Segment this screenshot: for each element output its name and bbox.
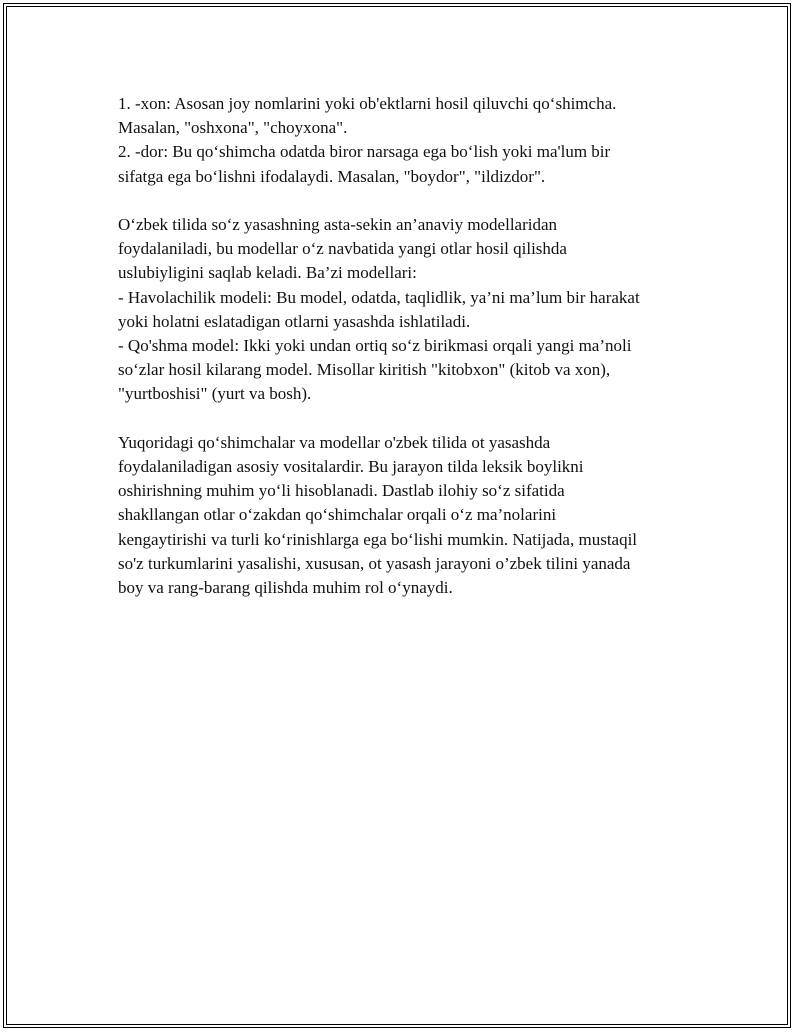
paragraph-spacer xyxy=(118,407,688,431)
text-line: shakllangan otlar o‘zakdan qo‘shimchalar orqali o‘z ma’nolarini xyxy=(118,505,557,525)
text-line: foydalaniladigan asosiy vositalardir. Bu jarayon tilda leksik boylikni xyxy=(118,457,584,477)
text-line: so'z turkumlarini yasalishi, xususan, ot yasash jarayoni o’zbek tilini yanada xyxy=(118,553,631,573)
text-line: - Havolachilik modeli: Bu model, odatda, taqlidlik, ya’ni ma’lum bir harakat xyxy=(118,287,640,307)
text-line: boy va rang-barang qilishda muhim rol o‘ynaydi. xyxy=(118,578,453,598)
paragraph-suffixes xyxy=(118,92,688,189)
text-line: foydalaniladi, bu modellar o‘z navbatida yangi otlar hosil qilishda xyxy=(118,239,567,259)
text-line: Masalan, "oshxona", "choyxona". xyxy=(118,118,348,138)
text-line: "yurtboshisi" (yurt va bosh). xyxy=(118,384,312,404)
text-line: sifatga ega bo‘lishni ifodalaydi. Masalan, "boydor", "ildizdor". xyxy=(118,166,546,186)
text-line: so‘zlar hosil kilarang model. Misollar kiritish "kitobxon" (kitob va xon), xyxy=(118,360,611,380)
text-line: O‘zbek tilida so‘z yasashning asta-sekin an’anaviy modellaridan xyxy=(118,215,558,234)
text-line: 2. -dor: Bu qo‘shimcha odatda biror narsaga ega bo‘lish yoki ma'lum bir xyxy=(118,142,611,162)
paragraph-models xyxy=(118,213,688,407)
text-line: 1. -xon: Asosan joy nomlarini yoki ob'ektlarni hosil qiluvchi qo‘shimcha. xyxy=(118,94,617,113)
text-line: uslubiyligini saqlab keladi. Ba’zi modellari: xyxy=(118,263,417,283)
text-line: oshirishning muhim yo‘li hisoblanadi. Dastlab ilohiy so‘z sifatida xyxy=(118,481,565,501)
document-body xyxy=(118,92,688,600)
paragraph-conclusion xyxy=(118,431,688,600)
text-line: Yuqoridagi qo‘shimchalar va modellar o'zbek tilida ot yasashda xyxy=(118,432,551,452)
text-line: - Qo'shma model: Ikki yoki undan ortiq so‘z birikmasi orqali yangi ma’noli xyxy=(118,336,632,356)
text-line: yoki holatni eslatadigan otlarni yasashda ishlatiladi. xyxy=(118,311,471,331)
text-line: kengaytirishi va turli ko‘rinishlarga ega bo‘lishi mumkin. Natijada, mustaqil xyxy=(118,529,638,549)
paragraph-spacer xyxy=(118,189,688,213)
